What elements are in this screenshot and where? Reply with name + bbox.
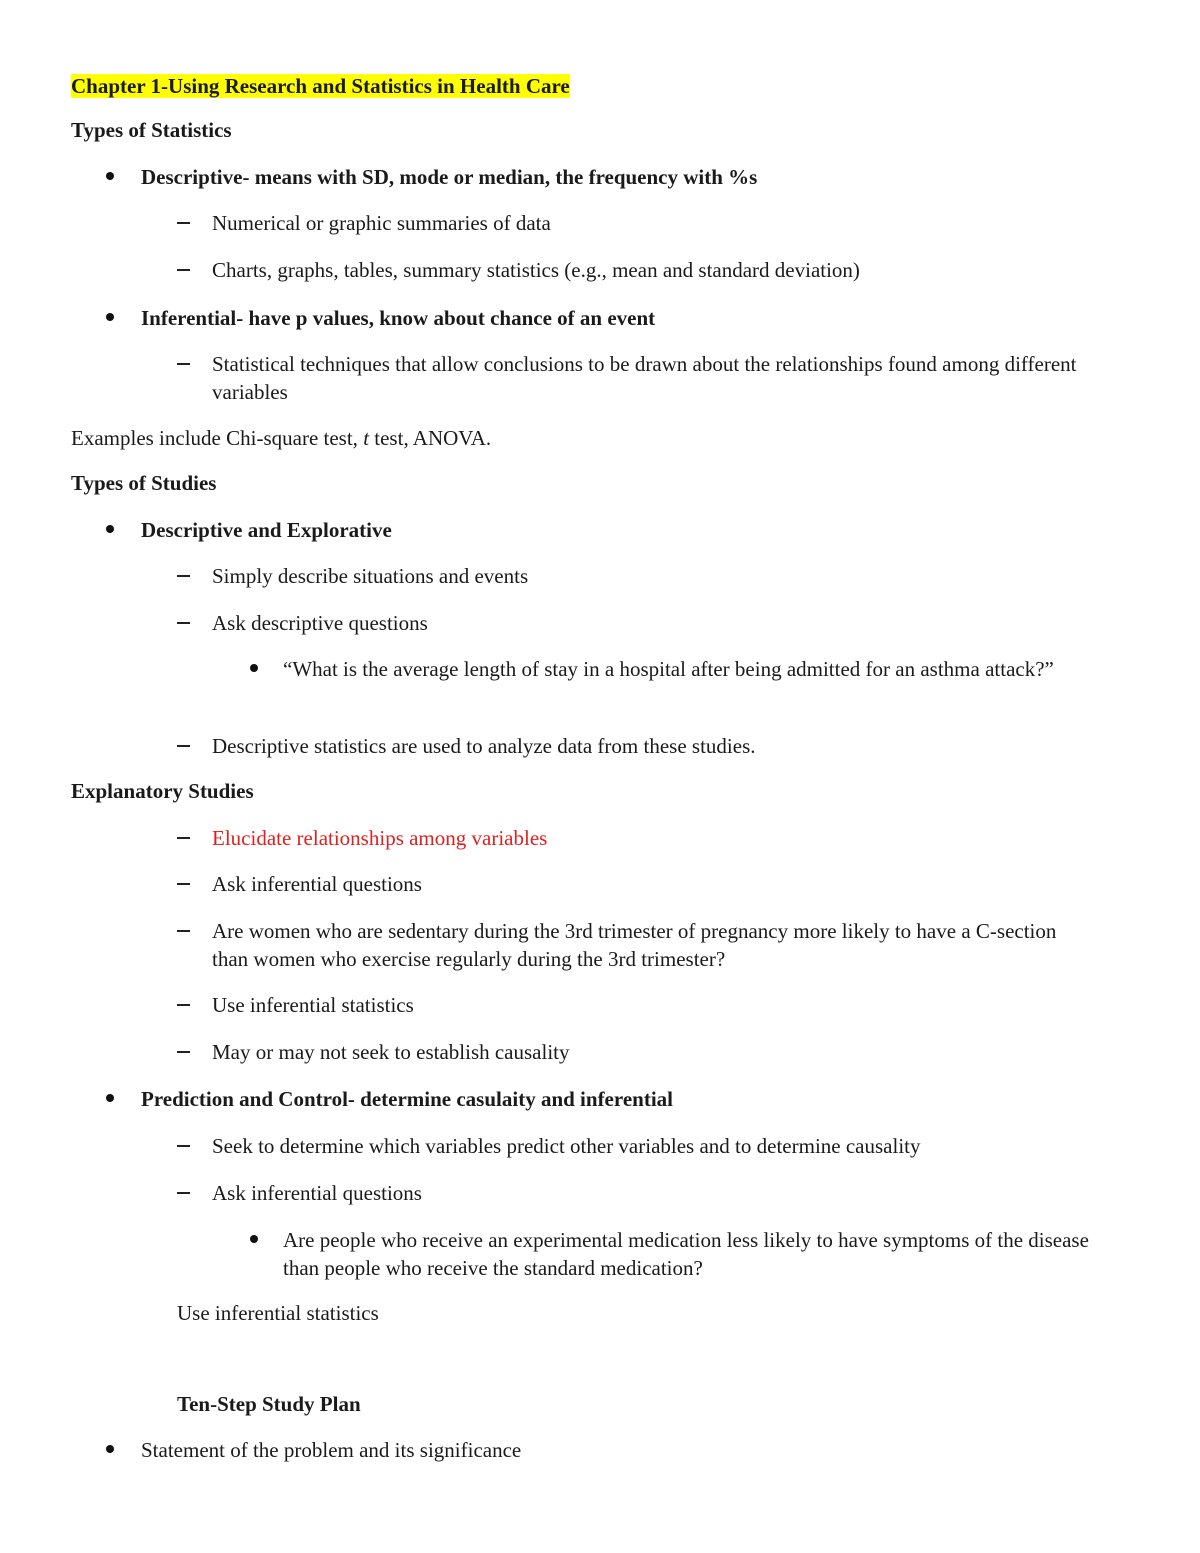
list-item: Numerical or graphic summaries of data bbox=[212, 211, 551, 235]
dash-icon bbox=[177, 363, 190, 365]
bullet-icon bbox=[106, 313, 114, 321]
list-item: Charts, graphs, tables, summary statistics (e.g., mean and standard deviation) bbox=[212, 258, 860, 282]
examples-line: Examples include Chi-square test, t test, ANOVA. bbox=[71, 426, 492, 450]
dash-icon bbox=[177, 1004, 190, 1006]
descriptive-stat-label: Descriptive- means with SD, mode or median, the frequency with %s bbox=[141, 165, 758, 189]
heading-ten-step-study-plan: Ten-Step Study Plan bbox=[177, 1392, 361, 1416]
bullet-icon bbox=[250, 664, 258, 672]
list-item: May or may not seek to establish causality bbox=[212, 1040, 570, 1064]
list-item: Descriptive statistics are used to analyze data from these studies. bbox=[212, 734, 756, 758]
trailing-line: Use inferential statistics bbox=[177, 1301, 379, 1325]
page-title: Chapter 1-Using Research and Statistics in Health Care bbox=[71, 74, 570, 98]
dash-icon bbox=[177, 1145, 190, 1147]
inferential-stat-label: Inferential- have p values, know about chance of an event bbox=[141, 306, 656, 330]
list-item: Are women who are sedentary during the 3rd trimester of pregnancy more likely to have a C-section than women who exercise regularly during the 3rd trimester? bbox=[212, 919, 1057, 971]
list-item: Statement of the problem and its significance bbox=[141, 1438, 522, 1462]
list-item: Ask inferential questions bbox=[212, 872, 422, 896]
list-item: Are people who receive an experimental medication less likely to have symptoms of the disease than people who receive the standard medication? bbox=[283, 1228, 1089, 1280]
bullet-icon bbox=[106, 172, 114, 180]
dash-icon bbox=[177, 222, 190, 224]
list-item: Simply describe situations and events bbox=[212, 564, 529, 588]
heading-types-of-statistics: Types of Statistics bbox=[71, 118, 232, 142]
prediction-control-label: Prediction and Control- determine casulaity and inferential bbox=[141, 1087, 673, 1111]
bullet-icon bbox=[250, 1235, 258, 1243]
dash-icon bbox=[177, 837, 190, 839]
heading-types-of-studies: Types of Studies bbox=[71, 471, 217, 495]
list-item: “What is the average length of stay in a hospital after being admitted for an asthma attack?” bbox=[283, 657, 1054, 681]
bullet-icon bbox=[106, 525, 114, 533]
bullet-icon bbox=[106, 1094, 114, 1102]
descriptive-explorative-label: Descriptive and Explorative bbox=[141, 518, 392, 542]
list-item: Ask descriptive questions bbox=[212, 611, 428, 635]
list-item: Ask inferential questions bbox=[212, 1181, 422, 1205]
heading-explanatory-studies: Explanatory Studies bbox=[71, 779, 254, 803]
dash-icon bbox=[177, 1192, 190, 1194]
dash-icon bbox=[177, 930, 190, 932]
highlighted-list-item: Elucidate relationships among variables bbox=[212, 826, 548, 850]
dash-icon bbox=[177, 883, 190, 885]
list-item: Use inferential statistics bbox=[212, 993, 414, 1017]
dash-icon bbox=[177, 622, 190, 624]
dash-icon bbox=[177, 575, 190, 577]
dash-icon bbox=[177, 269, 190, 271]
dash-icon bbox=[177, 1051, 190, 1053]
bullet-icon bbox=[106, 1445, 114, 1453]
list-item: Statistical techniques that allow conclusions to be drawn about the relationships found among different variables bbox=[212, 352, 1077, 404]
dash-icon bbox=[177, 745, 190, 747]
list-item: Seek to determine which variables predict other variables and to determine causality bbox=[212, 1134, 921, 1158]
